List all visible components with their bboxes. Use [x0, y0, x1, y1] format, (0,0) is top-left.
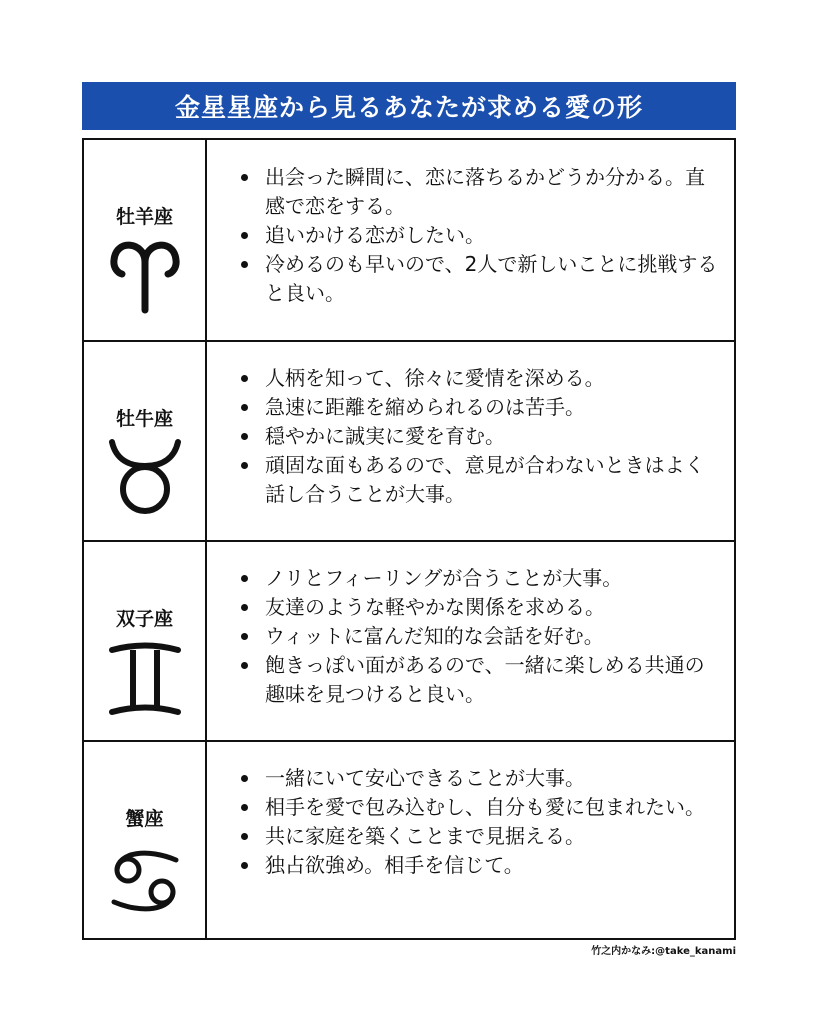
taurus-icon — [106, 438, 184, 516]
list-item: 追いかける恋がしたい。 — [237, 221, 720, 250]
description-list — [237, 364, 720, 509]
list-item: ノリとフィーリングが合うことが大事。 — [237, 564, 720, 593]
description-cell — [207, 742, 734, 940]
cancer-icon — [106, 842, 184, 920]
list-item: 頑固な面もあるので、意見が合わないときはよく話し合うことが大事。 — [237, 451, 720, 509]
sign-cell — [84, 742, 207, 940]
description-list — [237, 163, 720, 308]
description-list — [237, 764, 720, 880]
description-cell — [207, 140, 734, 340]
sign-name: 牡羊座 — [115, 206, 173, 228]
author-credit: 竹之内かなみ:@take_kanami — [591, 946, 736, 957]
table-row-gemini — [84, 540, 734, 740]
list-item: 一緒にいて安心できることが大事。 — [237, 764, 720, 793]
table-row-taurus — [84, 340, 734, 540]
list-item: 出会った瞬間に、恋に落ちるかどうか分かる。直感で恋をする。 — [237, 163, 720, 221]
list-item: 冷めるのも早いので、2人で新しいことに挑戦すると良い。 — [237, 250, 720, 308]
list-item: 急速に距離を縮められるのは苦手。 — [237, 393, 720, 422]
description-list — [237, 564, 720, 709]
description-cell — [207, 542, 734, 740]
list-item: ウィットに富んだ知的な会話を好む。 — [237, 622, 720, 651]
table-row-cancer — [84, 740, 734, 940]
table-row-aries — [84, 140, 734, 340]
list-item: 穏やかに誠実に愛を育む。 — [237, 422, 720, 451]
sign-cell — [84, 542, 207, 740]
list-item: 共に家庭を築くことまで見据える。 — [237, 822, 720, 851]
list-item: 人柄を知って、徐々に愛情を深める。 — [237, 364, 720, 393]
sign-name: 蟹座 — [125, 808, 164, 830]
description-cell — [207, 342, 734, 540]
sign-name: 牡牛座 — [115, 408, 173, 430]
list-item: 友達のような軽やかな関係を求める。 — [237, 593, 720, 622]
list-item: 独占欲強め。相手を信じて。 — [237, 851, 720, 880]
aries-icon — [106, 236, 184, 314]
zodiac-table — [82, 138, 736, 940]
list-item: 相手を愛で包み込むし、自分も愛に包まれたい。 — [237, 793, 720, 822]
sign-cell — [84, 342, 207, 540]
sign-name: 双子座 — [115, 608, 173, 630]
list-item: 飽きっぽい面があるので、一緒に楽しめる共通の趣味を見つけると良い。 — [237, 651, 720, 709]
page-title: 金星星座から見るあなたが求める愛の形 — [82, 82, 736, 130]
sign-cell — [84, 140, 207, 340]
gemini-icon — [106, 642, 184, 720]
